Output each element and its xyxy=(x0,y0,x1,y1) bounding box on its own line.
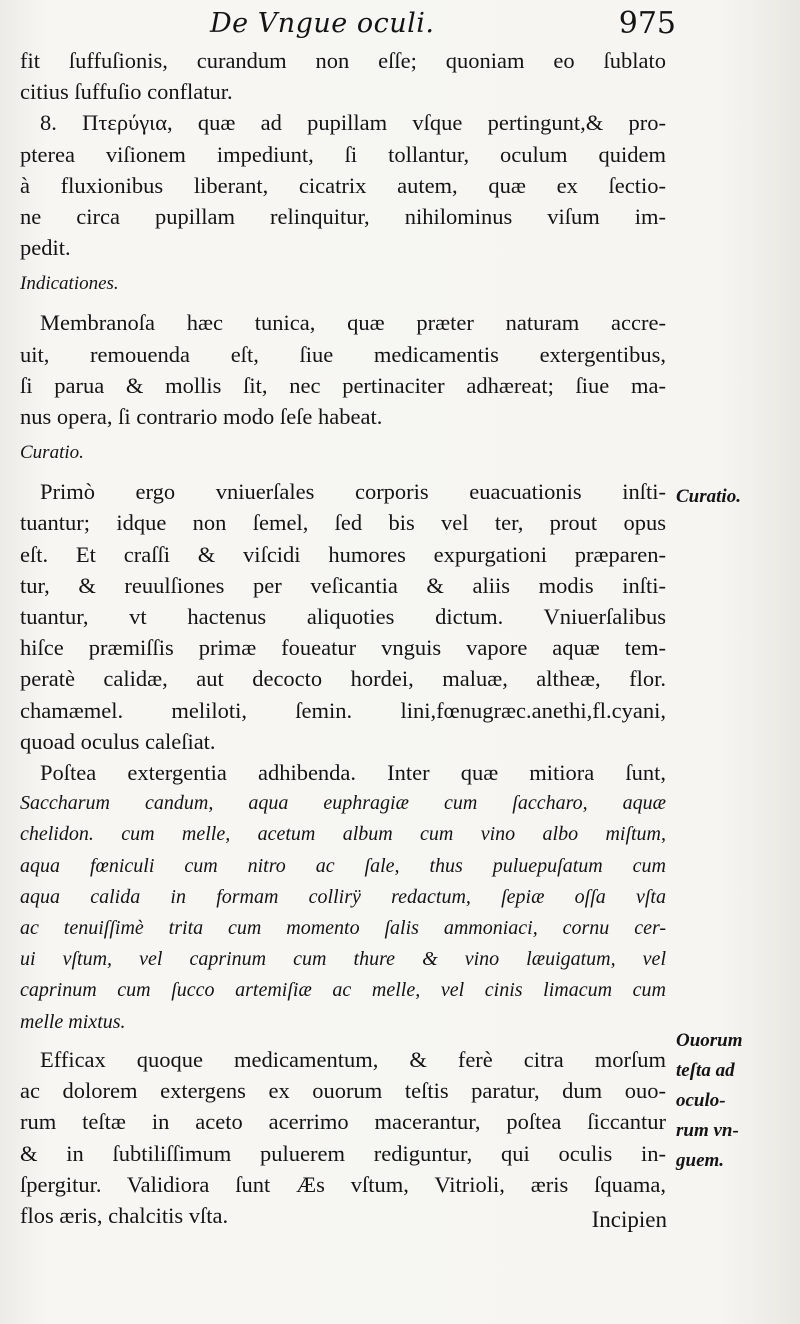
text-line: flos æris, chalcitis vſta. xyxy=(20,1202,229,1228)
paragraph-1 xyxy=(20,45,666,263)
paragraph-5 xyxy=(20,1044,666,1231)
text-line: 8. Πτερύγια, quæ ad pupillam vſque pertingunt,& pro- xyxy=(40,110,666,136)
body-text xyxy=(20,45,666,1231)
section-heading-indicationes: Indicationes. xyxy=(20,273,119,295)
text-line: ne circa pupillam relinquitur, nihilominus viſum im- xyxy=(20,204,666,230)
text-line: tuantur, vt hactenus aliquoties dictum. Vniuerſalibus xyxy=(20,604,666,630)
section-heading-curatio: Curatio. xyxy=(20,442,84,464)
text-line: fit ſuffuſionis, curandum non eſſe; quoniam eo ſublato xyxy=(20,48,666,73)
text-line: rum teſtæ in aceto acerrimo macerantur, poſtea ſiccantur xyxy=(20,1109,666,1135)
text-line: à fluxionibus liberant, cicatrix autem, quæ ex ſectio- xyxy=(20,172,666,198)
margin-note-ouorum xyxy=(676,1026,786,1176)
text-line: peratè calidæ, aut decocto hordei, maluæ, altheæ, flor. xyxy=(20,666,666,692)
text-line: pterea viſionem impediunt, ſi tollantur, oculum quidem xyxy=(20,141,666,167)
text-line: tuantur; idque non ſemel, ſed bis vel ter, prout opus xyxy=(20,510,666,536)
margin-note-line: guem. xyxy=(676,1150,725,1171)
text-line: ac dolorem extergens ex ouorum teſtis paratur, dum ouo- xyxy=(20,1078,666,1104)
text-line: ſi parua & mollis ſit, nec pertinaciter adhæreat; ſiue ma- xyxy=(20,372,666,398)
text-line: Poſtea extergentia adhibenda. Inter quæ mitiora ſunt, xyxy=(40,760,666,786)
text-line: Membranoſa hæc tunica, quæ præter naturam accre- xyxy=(40,310,666,336)
text-line-italic: aqua fœniculi cum nitro ac ſale, thus puluериſatum cum xyxy=(20,854,666,877)
margin-note-curatio: Curatio. xyxy=(676,486,741,507)
text-line: ſpergitur. Validiora ſunt Æs vſtum, Vitrioli, æris ſquama, xyxy=(20,1171,666,1197)
page-number: 975 xyxy=(618,6,676,41)
margin-note-line: oculo- xyxy=(676,1090,726,1111)
text-line-italic: chelidon. cum melle, acetum album cum vino albo miſtum, xyxy=(20,823,666,846)
margin-note-line: rum vn- xyxy=(676,1120,739,1141)
text-line: nus opera, ſi contrario modo ſeſe habeat. xyxy=(20,404,383,430)
text-line-italic: aqua calida in formam collirÿ redactum, ſepiæ oſſa vſta xyxy=(20,885,666,908)
text-line: hiſce præmiſſis primæ foueatur vnguis vapore aquæ tem- xyxy=(20,635,666,661)
paragraph-4 xyxy=(20,757,666,1038)
text-line-italic: melle mixtus. xyxy=(20,1010,126,1033)
text-line: Primò ergo vniuerſales corporis euacuationis inſti- xyxy=(40,479,666,505)
text-line-italic: ac tenuiſſimè trita cum momento ſalis ammoniaci, cornu cer- xyxy=(20,917,666,940)
text-line: Efficax quoque medicamentum, & ferè citra morſum xyxy=(40,1046,666,1072)
text-line: tur, & reuulſiones per veſicantia & aliis modis inſti- xyxy=(20,572,666,598)
page-header xyxy=(20,6,676,46)
text-line-italic: caprinum cum ſucco artemiſiæ ac melle, vel cinis limacum cum xyxy=(20,979,666,1002)
text-line-italic: ui vſtum, vel caprinum cum thure & vino læuigatum, vel xyxy=(20,948,666,971)
text-line-italic: Saccharum candum, aqua euphragiæ cum ſaccharo, aquæ xyxy=(20,792,666,815)
text-line: uit, remouenda eſt, ſiue medicamentis extergentibus, xyxy=(20,341,666,367)
text-line: chamæmel. meliloti, ſemin. lini,fœnugræc.anethi,fl.cyani, xyxy=(20,697,666,723)
text-line: & in ſubtiliſſimum puluerem rediguntur, qui oculis in- xyxy=(20,1140,666,1166)
margin-note-line: Ouorum xyxy=(676,1030,743,1051)
paragraph-3 xyxy=(20,476,666,757)
paragraph-2 xyxy=(20,307,666,432)
text-line: pedit. xyxy=(20,235,71,261)
running-head: De Vngue oculi. xyxy=(210,8,435,39)
text-line: quoad oculus caleſiat. xyxy=(20,728,216,754)
text-line: eſt. Et craſſi & viſcidi humores expurgationi præparen- xyxy=(20,541,666,567)
text-line: citius ſuffuſio conflatur. xyxy=(20,79,233,105)
catchword: Incipien xyxy=(591,1207,667,1232)
margin-note-line: teſta ad xyxy=(676,1060,735,1081)
